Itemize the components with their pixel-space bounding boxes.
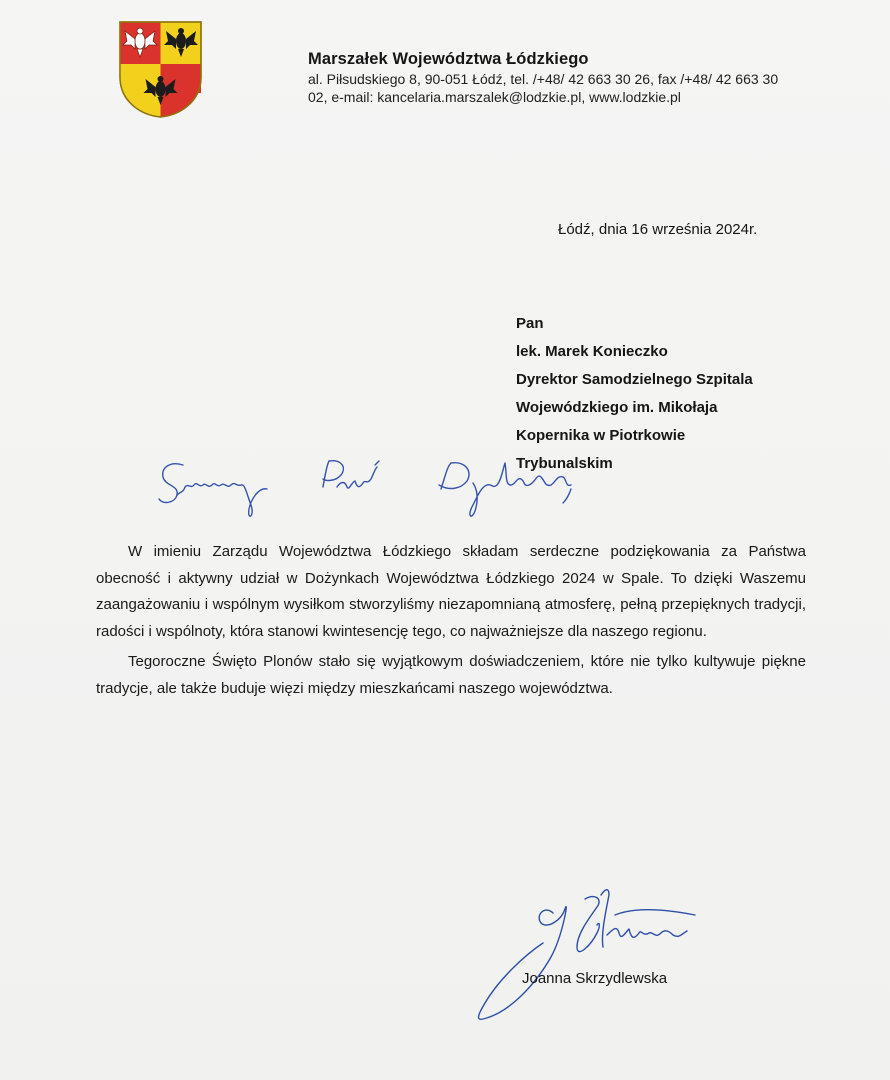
recipient-line: lek. Marek Konieczko bbox=[516, 343, 668, 360]
recipient-line: Dyrektor Samodzielnego Szpitala bbox=[516, 371, 753, 388]
handwritten-signature bbox=[465, 885, 705, 1025]
recipient-line: Kopernika w Piotrkowie bbox=[516, 427, 686, 444]
recipient-block bbox=[516, 310, 856, 478]
recipient-line: Wojewódzkiego im. Mikołaja bbox=[516, 399, 718, 416]
handwritten-salutation bbox=[155, 455, 585, 535]
coat-of-arms-icon bbox=[117, 19, 204, 119]
recipient-line: Trybunalskim bbox=[516, 455, 613, 472]
body-paragraph: Tegoroczne Święto Plonów stało się wyjątkowym doświadczeniem, które nie tylko kultywuje piękne tradycje, ale także buduje więzi między mieszkańcami naszego województwa. bbox=[96, 653, 806, 697]
sender-address: al. Piłsudskiego 8, 90-051 Łódź, tel. /+48/ 42 663 30 26, fax /+48/ 42 663 30 02, e-mail: kancelaria.marszalek@lodzkie.pl, www.lodzkie.pl bbox=[308, 71, 779, 105]
recipient-line: Pan bbox=[516, 315, 544, 332]
letter-body bbox=[96, 539, 806, 706]
sender-title: Marszałek Województwa Łódzkiego bbox=[308, 50, 589, 68]
letter-date: Łódź, dnia 16 września 2024r. bbox=[558, 221, 758, 238]
signer-name: Joanna Skrzydlewska bbox=[522, 970, 668, 987]
body-paragraph: W imieniu Zarządu Województwa Łódzkiego składam serdeczne podziękowania za Państwa obecność i aktywny udział w Dożynkach Województwa Łódzkiego 2024 w Spale. To dzięki Waszemu zaangażowaniu i wspólnym wysiłkom stworzyliśmy niezapomnianą atmosferę, pełną przepięknych tradycji, radości i wspólnoty, która stanowi kwintesencję tego, co najważniejsze dla naszego regionu. bbox=[96, 543, 806, 640]
